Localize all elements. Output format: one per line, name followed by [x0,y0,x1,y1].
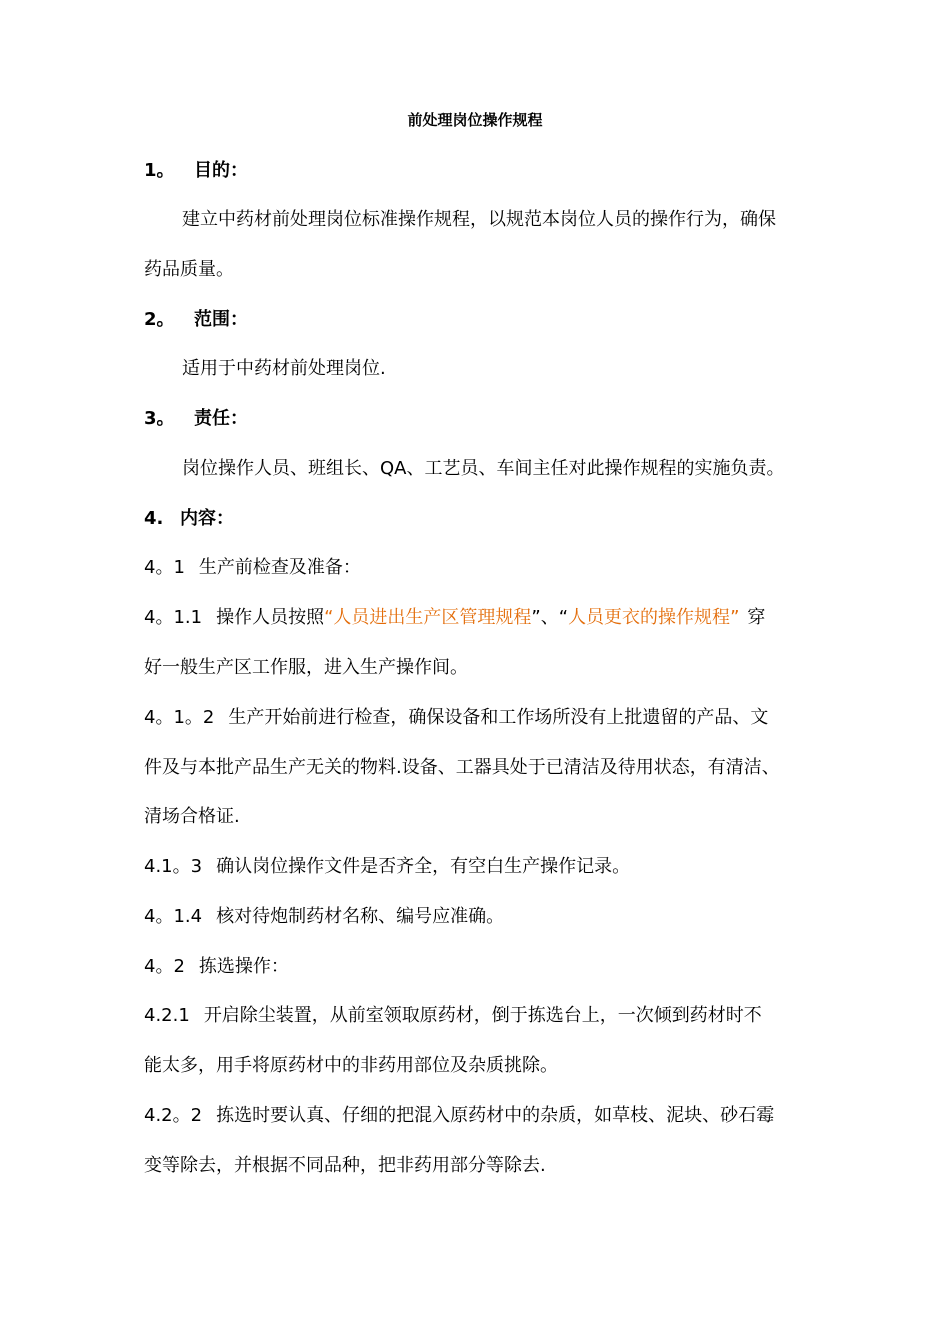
item-4-1-4 [144,902,504,932]
section-heading-responsibility [144,404,248,434]
document-title: 前处理岗位操作规程 [407,111,543,129]
section-heading-purpose [144,156,248,186]
item-text: 生产开始前进行检查，确保设备和工作场所没有上批遗留的产品、文 [228,707,769,728]
item-number: 4。1.1 [144,607,203,628]
item-number: 4.2.1 [144,1005,190,1026]
item-4-2 [144,952,289,982]
section-heading-scope [144,305,248,335]
item-4-1-2-line-3: 清场合格证. [144,806,240,827]
section-label: 目的： [194,160,248,181]
purpose-text-line-1: 建立中药材前处理岗位标准操作规程，以规范本岗位人员的操作行为，确保 [182,209,776,230]
item-text-end: 穿 [747,607,766,628]
section-number: 2。 [144,309,175,330]
item-text: 拣选时要认真、仔细的把混入原药材中的杂质，如草枝、泥块、砂石霉 [216,1105,775,1126]
item-4-1-1-line-2: 好一般生产区工作服，进入生产操作间。 [144,657,468,678]
item-text: 操作人员按照 [216,607,325,628]
item-number: 4。1 [144,557,185,578]
section-label: 内容： [180,508,234,529]
item-number: 4.2。2 [144,1105,203,1126]
item-text: 生产前检查及准备： [198,557,361,578]
item-4-1 [144,553,361,583]
section-label: 责任： [194,408,248,429]
quote-mark: ” [730,607,740,628]
responsibility-text: 岗位操作人员、班组长、QA、工艺员、车间主任对此操作规程的实施负责。 [182,458,785,479]
item-text: 开启除尘装置，从前室领取原药材，倒于拣选台上，一次倾到药材时不 [203,1005,762,1026]
quote-separator: ”、“ [531,607,569,628]
reference-link-gowning[interactable]: 人员更衣的操作规程 [568,607,731,628]
item-text: 核对待炮制药材名称、编号应准确。 [216,906,505,927]
item-4-1-2-line-2: 件及与本批产品生产无关的物料.设备、工器具处于已清洁及待用状态，有清洁、 [144,757,780,778]
reference-link-personnel-entry[interactable]: 人员进出生产区管理规程 [333,607,532,628]
quote-mark: “ [324,607,334,628]
item-number: 4。1。2 [144,707,215,728]
item-4-2-2-line-1 [144,1101,774,1131]
section-number: 4. [144,508,164,529]
item-number: 4.1。3 [144,856,203,877]
item-text: 确认岗位操作文件是否齐全，有空白生产操作记录。 [216,856,631,877]
item-4-2-1-line-1 [144,1001,762,1031]
purpose-text-line-2: 药品质量。 [144,259,234,280]
section-label: 范围： [194,309,248,330]
item-text: 拣选操作： [198,956,289,977]
section-number: 1。 [144,160,175,181]
item-4-2-1-line-2: 能太多，用手将原药材中的非药用部位及杂质挑除。 [144,1055,558,1076]
section-number: 3。 [144,408,175,429]
item-4-1-3 [144,852,630,882]
item-4-1-1-line-1 [144,603,765,633]
section-heading-content [144,504,234,534]
item-number: 4。2 [144,956,185,977]
item-4-2-2-line-2: 变等除去，并根据不同品种，把非药用部分等除去. [144,1155,546,1176]
scope-text: 适用于中药材前处理岗位. [182,358,386,379]
item-4-1-2-line-1 [144,703,768,733]
item-number: 4。1.4 [144,906,203,927]
